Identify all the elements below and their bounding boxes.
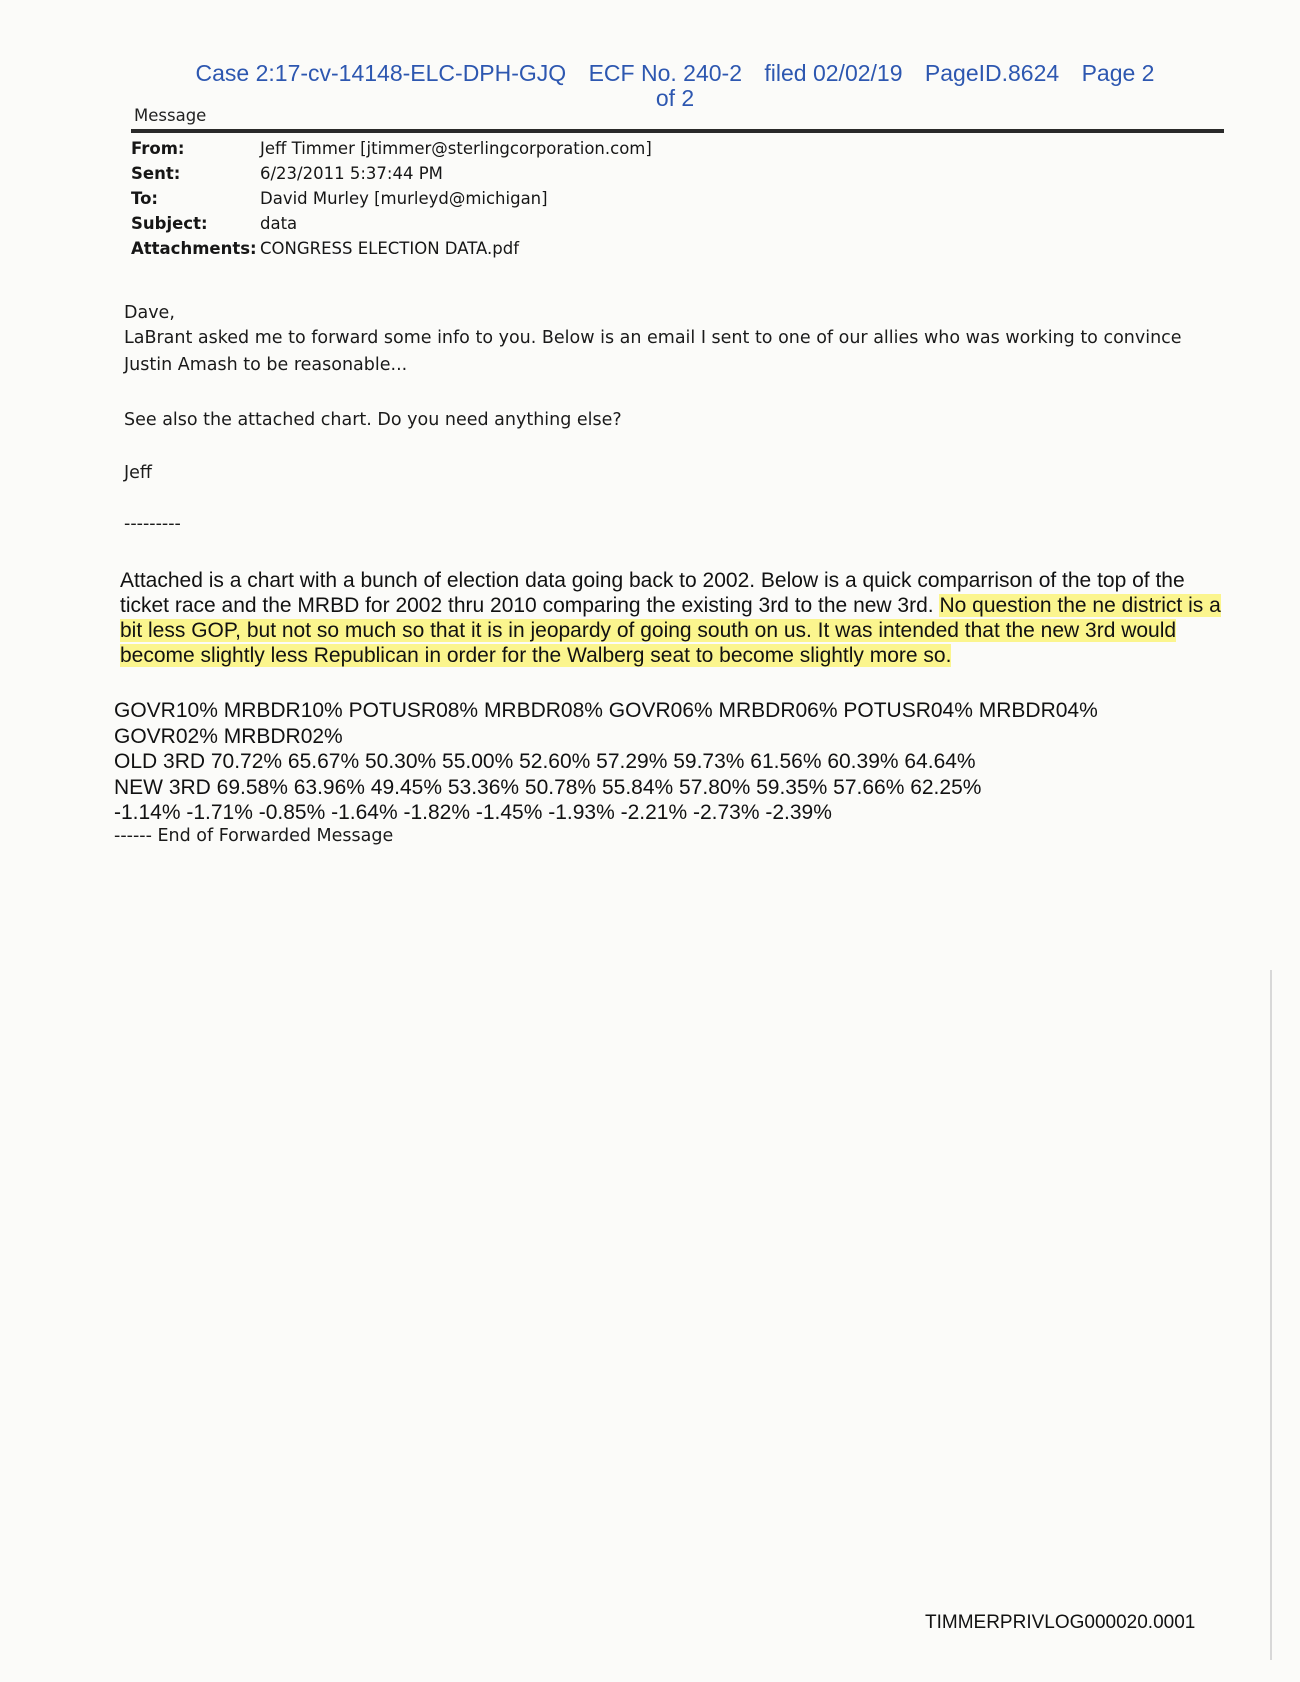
header-value: data [260, 214, 298, 233]
body-line-3: See also the attached chart. Do you need anything else? [124, 410, 622, 430]
data-header-line-2: GOVR02% MRBDR02% [114, 724, 343, 748]
page-number: Page 2 [1081, 60, 1155, 86]
data-row-old-3rd: OLD 3RD 70.72% 65.67% 50.30% 55.00% 52.60% 57.29% 59.73% 61.56% 60.39% 64.64% [114, 750, 976, 773]
header-row-to [131, 186, 652, 211]
data-row-difference: -1.14% -1.71% -0.85% -1.64% -1.82% -1.45% -1.93% -2.21% -2.73% -2.39% [114, 801, 832, 824]
forwarded-paragraph [120, 568, 1225, 668]
case-number: Case 2:17-cv-14148-ELC-DPH-GJQ [195, 60, 567, 86]
body-paragraph [124, 325, 1234, 379]
header-key: Attachments: [131, 239, 257, 258]
greeting: Dave, [124, 303, 175, 323]
header-value: David Murley [murleyd@michigan] [260, 189, 548, 208]
highlighted-text: No question the ne district is a bit less GOP, but not so much so that it is in jeopardy of going south on us. It was intended that the new 3rd would become slightly less Republican in order for the Walberg seat to become slightly more so. [120, 594, 1221, 667]
header-row-sent [131, 161, 652, 186]
case-header-line1 [150, 61, 1200, 86]
bates-number: TIMMERPRIVLOG000020.0001 [925, 1612, 1196, 1633]
header-key: Sent: [131, 164, 181, 183]
divider-dashes: --------- [124, 514, 181, 534]
header-key: To: [131, 189, 158, 208]
header-divider [131, 129, 1224, 133]
ecf-number: ECF No. 240-2 [588, 60, 742, 86]
case-header [150, 61, 1200, 111]
header-row-attachments [131, 236, 652, 261]
message-label: Message [134, 106, 207, 125]
scan-edge-line [1270, 970, 1272, 1660]
body-line-2: Justin Amash to be reasonable... [124, 355, 408, 375]
header-key: Subject: [131, 214, 208, 233]
header-value: CONGRESS ELECTION DATA.pdf [260, 239, 520, 258]
header-row-from [131, 136, 652, 161]
data-row-new-3rd: NEW 3RD 69.58% 63.96% 49.45% 53.36% 50.78% 55.84% 57.80% 59.35% 57.66% 62.25% [114, 775, 982, 799]
signoff: Jeff [124, 463, 152, 483]
header-key: From: [131, 139, 185, 158]
data-header-line-1: GOVR10% MRBDR10% POTUSR08% MRBDR08% GOVR06% MRBDR06% POTUSR04% MRBDR04% [114, 699, 1098, 722]
election-data-block [114, 698, 1234, 826]
filed-date: filed 02/02/19 [764, 60, 903, 86]
page-id: PageID.8624 [924, 60, 1060, 86]
body-line-1: LaBrant asked me to forward some info to you. Below is an email I sent to one of our allies who was working to convince [124, 328, 1182, 348]
header-row-subject [131, 211, 652, 236]
page-of: of 2 [655, 85, 695, 111]
forwarded-text: Attached is a chart with a bunch of election data going back to 2002. Below is a quick comparrison of the top of the ticket race and the MRBD for 2002 thru 2010 comparing the existing 3rd to the new 3rd. [120, 569, 1185, 617]
end-of-forwarded-message: ------ End of Forwarded Message [114, 826, 394, 846]
email-headers [131, 136, 652, 261]
header-value: 6/23/2011 5:37:44 PM [260, 164, 443, 183]
header-value: Jeff Timmer [jtimmer@sterlingcorporation.com] [260, 139, 652, 158]
